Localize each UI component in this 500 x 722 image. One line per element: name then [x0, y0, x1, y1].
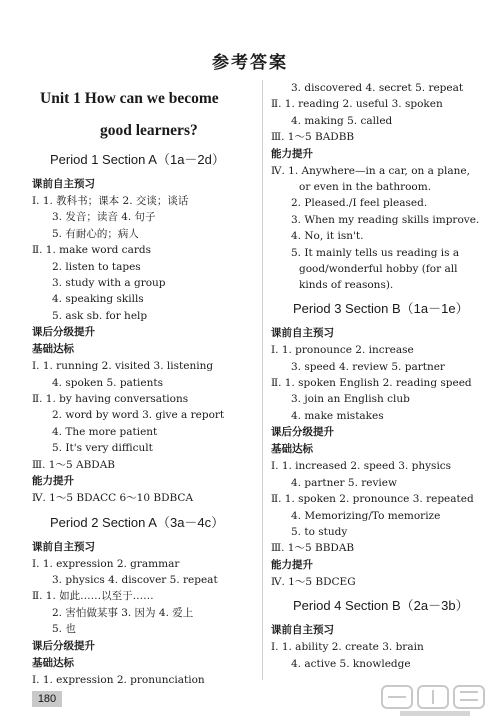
section-heading-basic: 基础达标 [271, 443, 313, 456]
answer-line: Ⅱ. 1. 如此……以至于…… [32, 590, 154, 603]
answer-line: 4. No, it isn't. [291, 230, 364, 243]
answer-line: 5. It mainly tells us reading is a good/wonderful hobby (for all kinds of reasons). [291, 246, 460, 292]
answer-line: Ⅳ. 1～5 BDCEG [271, 575, 356, 588]
answer-line: 3. study with a group [52, 277, 166, 290]
unit-title-line2: good learners? [100, 122, 198, 139]
answer-line: Ⅱ. 1. by having conversations [32, 393, 189, 406]
answer-line: 4. Memorizing/To memorize [291, 509, 441, 522]
answer-line: 2. listen to tapes [52, 260, 141, 273]
answer-line: 5. It's very difficult [52, 442, 153, 455]
answer-line: Ⅲ. 1～5 BADBB [271, 131, 355, 144]
answer-line: Ⅱ. 1. make word cards [32, 244, 151, 257]
answer-line: 4. active 5. knowledge [291, 657, 411, 670]
section-heading-after: 课后分级提升 [32, 326, 95, 339]
section-heading-basic: 基础达标 [32, 343, 74, 356]
answer-line: Ⅰ. 1. expression 2. pronunciation [32, 673, 205, 686]
answer-line: 3. join an English club [291, 393, 410, 406]
section-heading-ability: 能力提升 [271, 147, 313, 160]
answer-line: Ⅲ. 1～5 ABDAB [32, 458, 116, 471]
column-divider [262, 80, 263, 680]
period-1-title: Period 1 Section A（1a－2d） [50, 152, 225, 167]
section-heading-ability: 能力提升 [271, 558, 313, 571]
answer-line: 4. speaking skills [52, 293, 144, 306]
period-4-title: Period 4 Section B（2a－3b） [293, 598, 469, 614]
answer-line: 5. 有耐心的；病人 [52, 227, 139, 240]
answer-line: 5. to study [291, 525, 348, 538]
answer-line: Ⅱ. 1. reading 2. useful 3. spoken [271, 98, 443, 111]
page-number: 180 [32, 691, 62, 707]
watermark-logo [380, 684, 492, 718]
answer-line: or even in the bathroom. [299, 181, 432, 194]
answer-line: 4. The more patient [52, 425, 158, 438]
answer-line: Ⅰ. 1. 教科书；课本 2. 交谈；谈话 [32, 195, 189, 207]
answer-line: 3. speed 4. review 5. partner [291, 360, 445, 373]
answer-line: Ⅳ. 1. Anywhere—in a car, on a plane, [271, 164, 470, 177]
answer-line: Ⅱ. 1. spoken 2. pronounce 3. repeated [271, 493, 474, 506]
answer-line: 3. physics 4. discover 5. repeat [52, 573, 218, 586]
answer-line: Ⅰ. 1. pronounce 2. increase [271, 344, 414, 357]
answer-line: 4. spoken 5. patients [52, 376, 163, 389]
answer-line: 4. making 5. called [291, 114, 393, 127]
right-column [271, 80, 486, 672]
answer-line: 3. discovered 4. secret 5. repeat [291, 82, 464, 94]
answer-line: 4. make mistakes [291, 409, 384, 422]
answer-line: Ⅰ. 1. running 2. visited 3. listening [32, 360, 214, 373]
answer-line: 2. word by word 3. give a report [52, 409, 225, 422]
answer-line: 5. 也 [52, 623, 76, 636]
answer-line: Ⅰ. 1. expression 2. grammar [32, 557, 180, 570]
answer-line: Ⅰ. 1. ability 2. create 3. brain [271, 641, 424, 654]
answer-line: Ⅲ. 1～5 BBDAB [271, 542, 355, 555]
answer-line: Ⅱ. 1. spoken English 2. reading speed [271, 377, 472, 390]
answer-line: 4. partner 5. review [291, 476, 397, 489]
section-heading-preview: 课前自主预习 [271, 624, 334, 637]
section-heading-preview: 课前自主预习 [271, 327, 334, 340]
section-heading-ability: 能力提升 [32, 475, 74, 488]
section-heading-preview: 课前自主预习 [32, 178, 95, 190]
period-3-title: Period 3 Section B（1a－1e） [293, 301, 469, 317]
left-column [32, 82, 257, 688]
answer-line: Ⅳ. 1～5 BDACC 6～10 BDBCA [32, 492, 194, 505]
answer-line: 5. ask sb. for help [52, 309, 148, 322]
answer-line: Ⅰ. 1. increased 2. speed 3. physics [271, 460, 452, 473]
answer-line: 3. 发音；读音 4. 句子 [52, 211, 156, 224]
section-heading-after: 课后分级提升 [271, 426, 334, 439]
unit-title-line1: Unit 1 How can we become [40, 90, 219, 107]
section-heading-preview: 课前自主预习 [32, 540, 95, 553]
period-2-title: Period 2 Section A（3a－4c） [50, 514, 225, 530]
section-heading-basic: 基础达标 [32, 656, 74, 669]
answer-line: 2. 害怕做某事 3. 因为 4. 爱上 [52, 606, 194, 619]
answer-line: 3. When my reading skills improve. [291, 213, 480, 226]
answer-line: 2. Pleased./I feel pleased. [291, 197, 428, 210]
page-title: 参考答案 [212, 53, 288, 73]
section-heading-after: 课后分级提升 [32, 639, 95, 652]
